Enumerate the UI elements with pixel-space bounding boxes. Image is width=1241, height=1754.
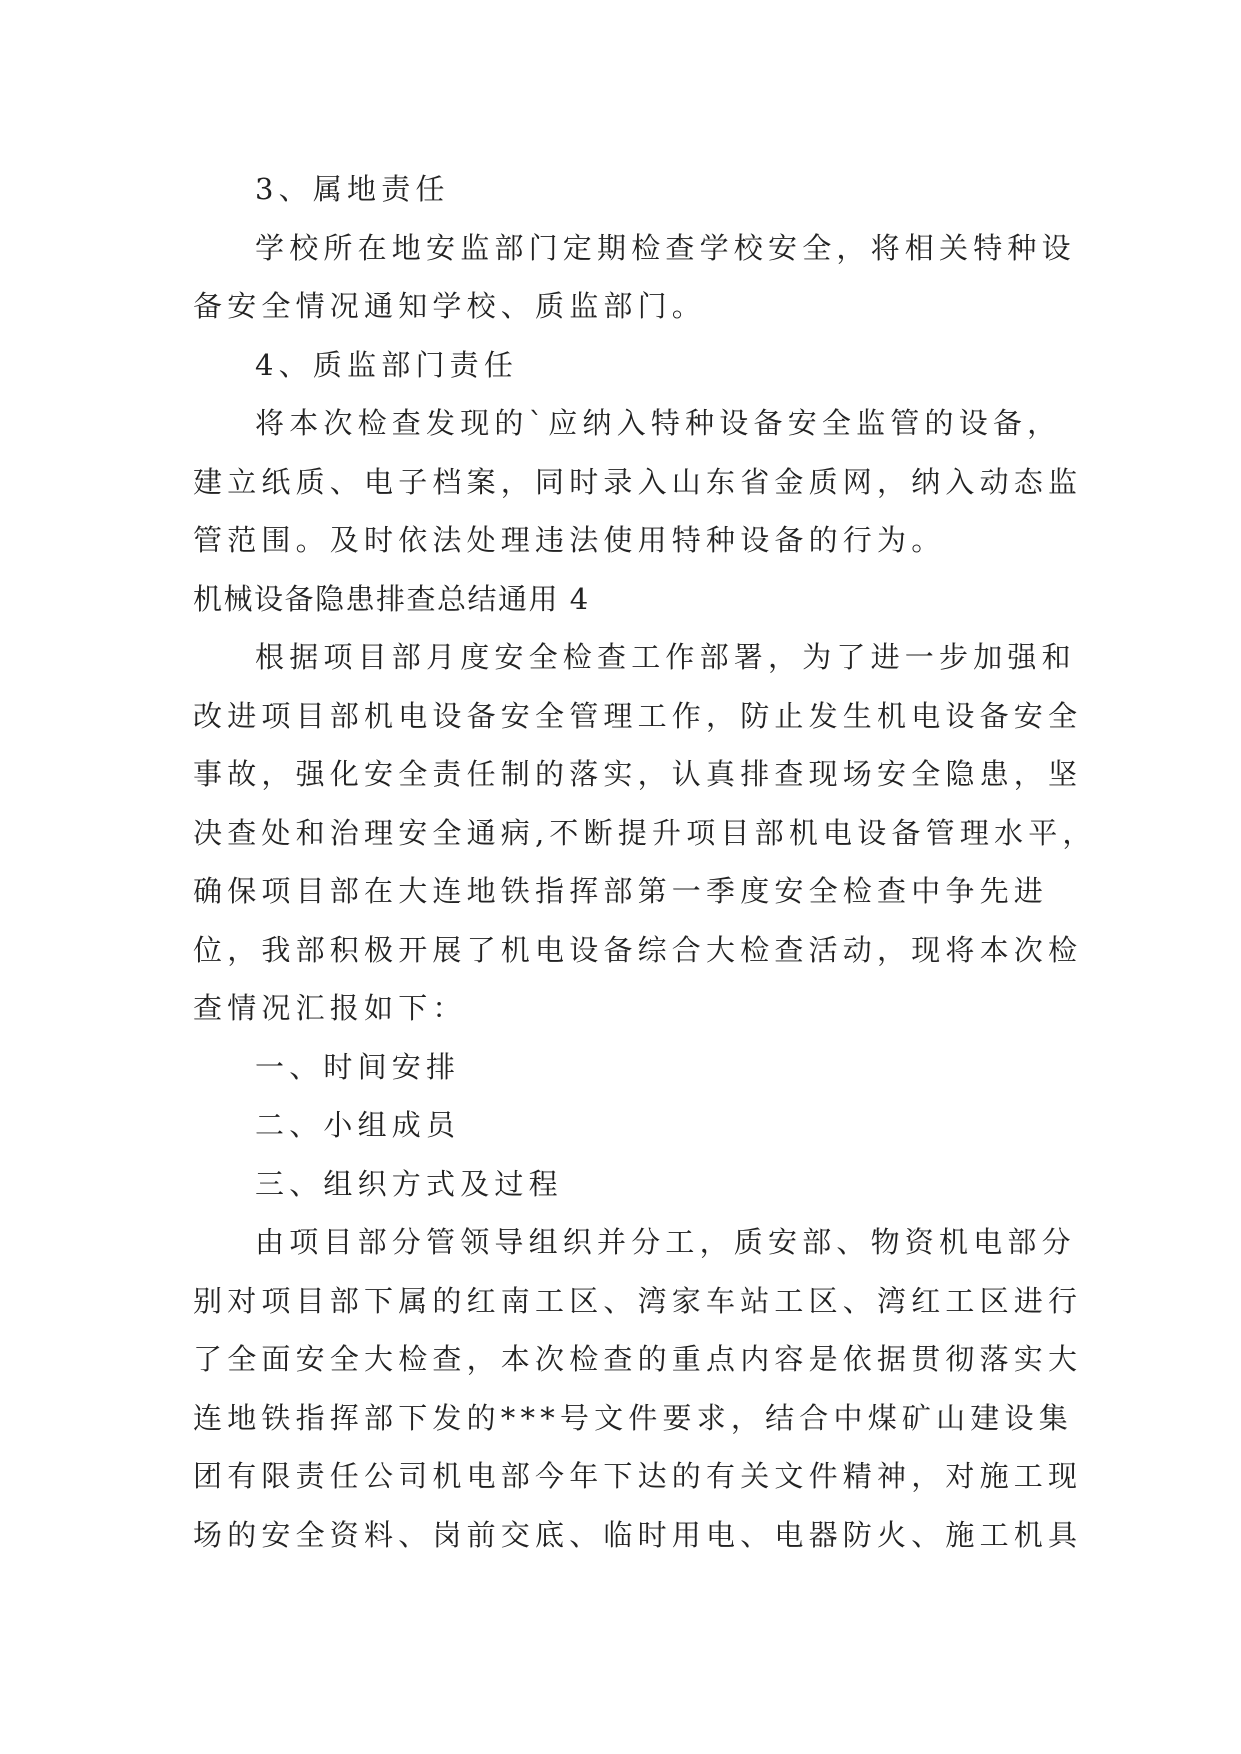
paragraph-line: 管范围。及时依法处理违法使用特种设备的行为。 [193,523,946,557]
section-heading-territorial-responsibility: 3、属地责任 [255,172,450,206]
paragraph-line: 备安全情况通知学校、质监部门。 [193,289,707,323]
paragraph-line: 别对项目部下属的红南工区、湾家车站工区、湾红工区进行 [193,1283,1083,1318]
section-heading-time-arrangement: 一、时间安排 [255,1049,461,1084]
paragraph-line: 根据项目部月度安全检查工作部署，为了进一步加强和 [255,640,1076,674]
section-heading-organization-process: 三、组织方式及过程 [255,1166,563,1201]
paragraph-line: 学校所在地安监部门定期检查学校安全，将相关特种设 [255,230,1076,265]
section-heading-quality-supervision: 4、质监部门责任 [255,347,519,382]
paragraph-line: 改进项目部机电设备安全管理工作，防止发生机电设备安全 [193,698,1083,733]
paragraph-line: 连地铁指挥部下发的***号文件要求，结合中煤矿山建设集 [193,1400,1073,1435]
paragraph-line: 团有限责任公司机电部今年下达的有关文件精神，对施工现 [193,1459,1083,1493]
section-heading-team-members: 二、小组成员 [255,1108,461,1142]
paragraph-line: 决查处和治理安全通病,不断提升项目部机电设备管理水平， [193,815,1097,850]
document-title: 机械设备隐患排查总结通用 4 [193,581,590,616]
paragraph-line: 事故，强化安全责任制的落实，认真排查现场安全隐患，坚 [193,757,1083,791]
paragraph-line: 场的安全资料、岗前交底、临时用电、电器防火、施工机具 [193,1517,1083,1552]
paragraph-line: 确保项目部在大连地铁指挥部第一季度安全检查中争先进 [193,874,1049,908]
paragraph-line: 查情况汇报如下： [193,991,467,1025]
document-body [193,160,1097,1564]
paragraph-line: 由项目部分管领导组织并分工，质安部、物资机电部分 [255,1225,1076,1259]
paragraph-line: 了全面安全大检查，本次检查的重点内容是依据贯彻落实大 [193,1342,1083,1376]
paragraph-line: 将本次检查发现的`应纳入特种设备安全监管的设备， [255,406,1062,440]
paragraph-line: 位，我部积极开展了机电设备综合大检查活动，现将本次检 [193,932,1083,967]
paragraph-line: 建立纸质、电子档案，同时录入山东省金质网，纳入动态监 [193,464,1083,499]
